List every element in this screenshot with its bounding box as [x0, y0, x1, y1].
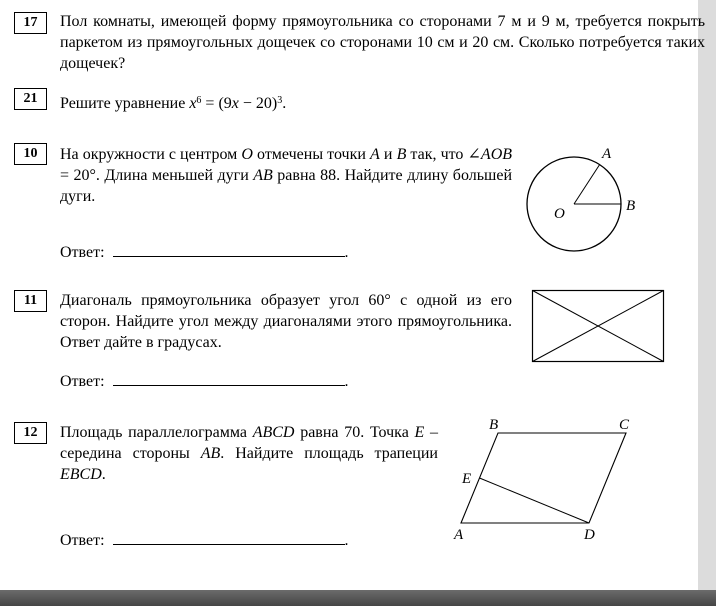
- segment-ed: [480, 478, 590, 523]
- point-label-a: A: [602, 146, 612, 162]
- problem-17-text: Пол комнаты, имеющей форму прямоугольника со сторонами 7 м и 9 м, требуется покрыть паркетом из прямоугольных дощечек со сторонами 10 см и 20 см. Сколько потребуется таких дощечек?: [60, 13, 705, 72]
- bottom-window-bar: [0, 590, 716, 606]
- problem-10-number-badge: 10: [14, 143, 47, 165]
- page-edge-strip: [698, 0, 716, 590]
- point-label-d: D: [584, 527, 595, 543]
- radius-oa: [574, 165, 600, 204]
- point-label-b: B: [626, 198, 636, 214]
- answer-label: Ответ:: [60, 244, 105, 261]
- problem-11-answer-row: [60, 372, 349, 391]
- problem-12-text: Площадь параллелограмма ABCD равна 70. Точка E – середина стороны AB. Найдите площадь трапеции EBCD.: [60, 424, 439, 483]
- point-label-o: O: [554, 206, 565, 222]
- parallelogram-diagram: [447, 417, 645, 545]
- point-label-b: B: [489, 417, 499, 433]
- problem-12-number-badge: 12: [14, 422, 47, 444]
- parallelogram-outline: [461, 433, 626, 523]
- point-label-a: A: [454, 527, 464, 543]
- problem-10-answer-row: [60, 243, 349, 262]
- rectangle-diagram: [531, 289, 666, 364]
- answer-period: .: [344, 373, 349, 390]
- answer-blank: [113, 372, 345, 386]
- answer-period: .: [344, 532, 349, 549]
- answer-period: .: [344, 244, 349, 261]
- problem-21-number-badge: 21: [14, 88, 47, 110]
- circle-diagram: [506, 140, 666, 265]
- answer-blank: [113, 531, 345, 545]
- problem-12-answer-row: [60, 531, 349, 550]
- problem-21-text: Решите уравнение $x^6 = (9x - 20)^3$.: [60, 95, 287, 112]
- problem-17-number-badge: 17: [14, 12, 47, 34]
- point-label-c: C: [619, 417, 630, 433]
- answer-label: Ответ:: [60, 532, 105, 549]
- point-label-e: E: [462, 471, 472, 487]
- problem-11-number-badge: 11: [14, 290, 47, 312]
- answer-label: Ответ:: [60, 373, 105, 390]
- answer-blank: [113, 243, 345, 257]
- problem-10-text: На окружности с центром O отмечены точки A и B так, что ∠AOB = 20°. Длина меньшей дуги AB равна 88. Найдите длину большей дуги.: [60, 146, 513, 205]
- problem-11-text: Диагональ прямоугольника образует угол 60° с одной из его сторон. Найдите угол между диагоналями этого прямоугольника. Ответ дайте в градусах.: [60, 292, 512, 351]
